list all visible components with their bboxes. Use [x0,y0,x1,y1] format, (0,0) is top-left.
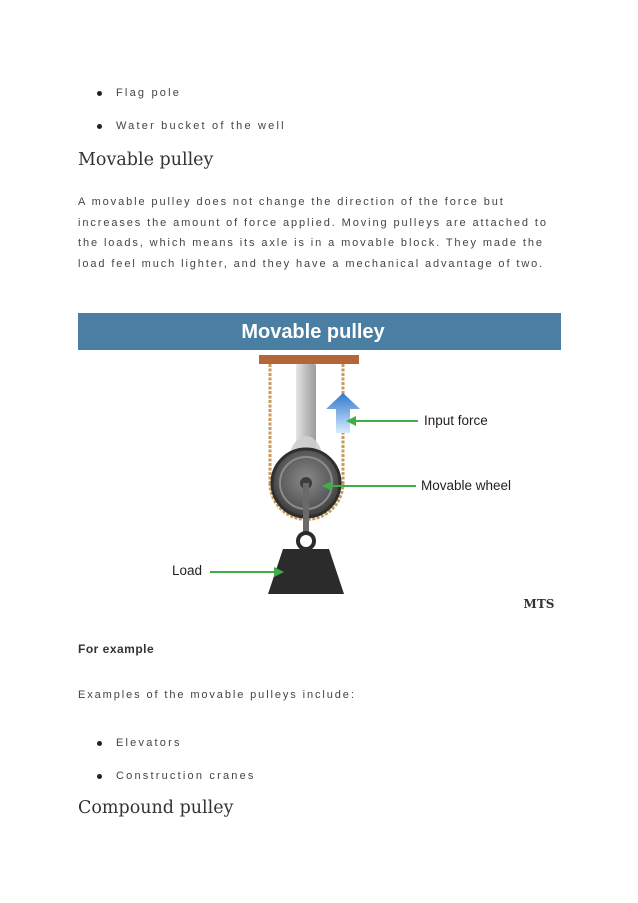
list-item: Water bucket of the well [78,119,286,152]
movable-pulley-heading: Movable pulley [78,150,214,170]
movable-pulley-figure [78,313,561,615]
label-load: Load [172,563,203,578]
examples-intro: Examples of the movable pulleys include: [78,689,356,701]
figure-banner-title: Movable pulley [241,321,385,343]
list-item: Construction cranes [78,769,256,802]
hook-ring [298,533,314,549]
examples-bullet-list [78,736,256,802]
input-force-arrow-icon [326,393,360,433]
top-bullet-list [78,86,286,152]
compound-pulley-heading: Compound pulley [78,798,234,818]
label-movable-wheel: Movable wheel [421,478,512,493]
list-item: Flag pole [78,86,286,119]
movable-pulley-paragraph: A movable pulley does not change the direction of the force but increases the amount of force applied. Moving pulleys are attached to the loads, which means its axle is in a movable block. They made the load feel much lighter, and they have a mechanical advantage of two. [78,196,548,270]
ceiling-beam [259,355,359,364]
mts-logo: MTS [523,597,555,611]
hook-rod [303,483,309,535]
for-example-heading: For example [78,642,155,656]
list-item: Elevators [78,736,256,769]
label-input-force: Input force [424,413,488,428]
